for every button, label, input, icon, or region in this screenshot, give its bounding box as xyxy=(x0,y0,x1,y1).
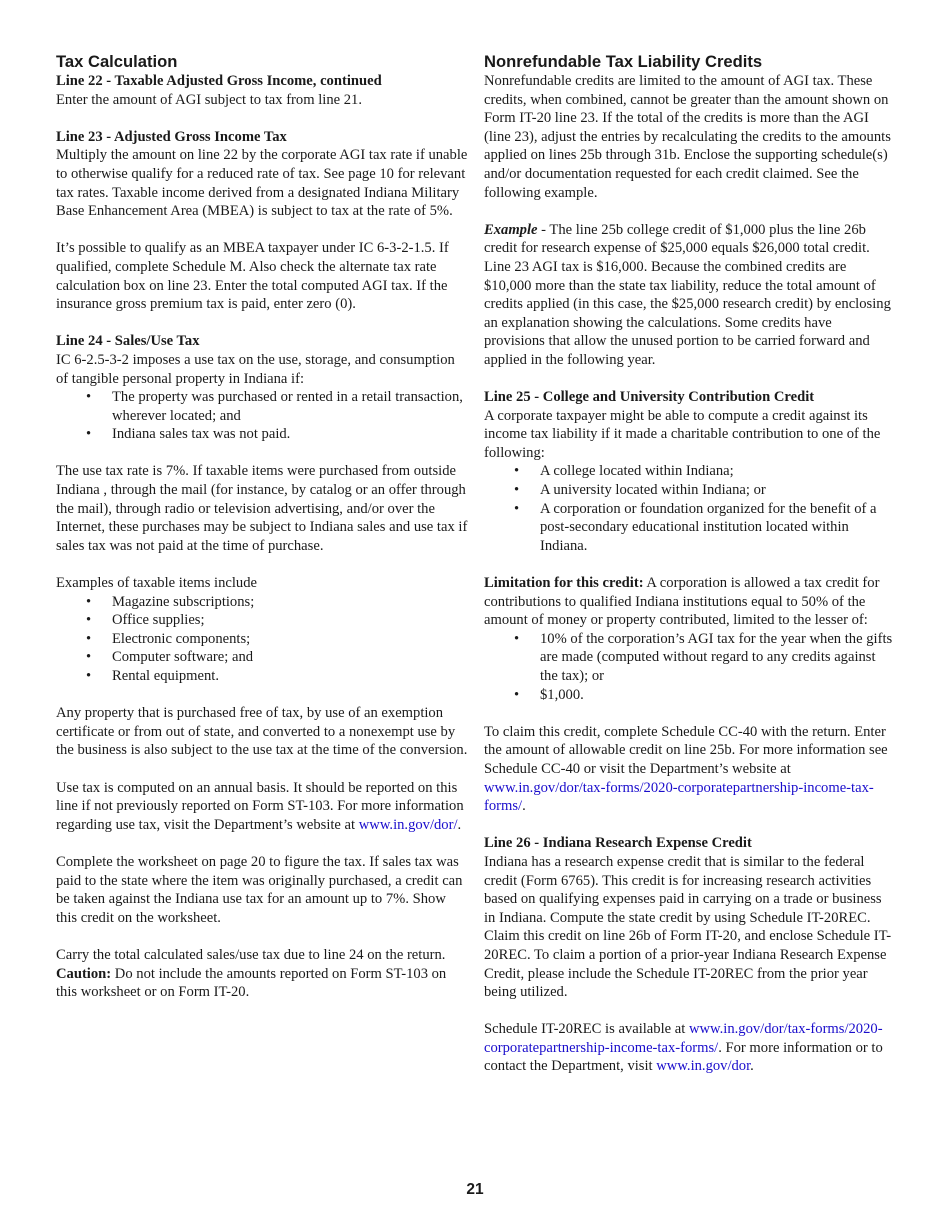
line23-title: Line 23 - Adjusted Gross Income Tax xyxy=(56,128,287,145)
page-number: 21 xyxy=(466,1181,484,1198)
list-item: • A corporation or foundation organized for the benefit of a post-secondary educational institution located within Indiana. xyxy=(514,500,877,554)
list-item: • Office supplies; xyxy=(86,612,205,629)
taxable-items-list xyxy=(56,593,468,686)
section-heading-tax-calculation: Tax Calculation xyxy=(56,52,178,71)
limitation-list xyxy=(484,630,896,704)
annual-basis-paragraph: Use tax is computed on an annual basis. It should be reported on this line if not previously reported on Form ST-103. For more information regarding use tax, visit the Department’s website at www.in.gov/dor/. xyxy=(56,779,464,833)
example-paragraph: Example - The line 25b college credit of $1,000 plus the line 26b credit for research expense of $25,000 equals $26,000 total credit. Line 23 AGI tax is $16,000. Because the combined credits are $10,000 more than the state tax liability, reduce the total amount of credits applied (in this case, the $25,000 research credit) by enclosing an explanation showing the calculations. Some credits have provisions that allow the unused portion to be carried forward and applied in the following year. xyxy=(484,221,891,368)
right-column xyxy=(484,52,896,1076)
list-item: • Computer software; and xyxy=(86,649,254,666)
worksheet-paragraph: Complete the worksheet on page 20 to figure the tax. If sales tax was paid to the state where the item was originally purchased, a credit can be taken against the Indiana use tax for an amount up to 7%. Show this credit on the worksheet. xyxy=(56,853,463,926)
list-item: • Rental equipment. xyxy=(86,668,219,684)
limitation-paragraph: Limitation for this credit: A corporation is allowed a tax credit for contributions to qualified Indiana institutions equal to 50% of the amount of money or property contributed, limited to the lesser of: xyxy=(484,575,880,629)
list-item: • 10% of the corporation’s AGI tax for the year when the gifts are made (computed without regard to any credits against the tax); or xyxy=(514,630,893,684)
dor-website-link[interactable]: www.in.gov/dor xyxy=(656,1058,751,1075)
line22-body: Enter the amount of AGI subject to tax from line 21. xyxy=(56,91,362,108)
list-item: • Magazine subscriptions; xyxy=(86,593,255,610)
use-tax-intro: IC 6-2.5-3-2 imposes a use tax on the use, storage, and consumption of tangible personal property in Indiana if: xyxy=(56,351,455,387)
credits-intro-paragraph: Nonrefundable credits are limited to the amount of AGI tax. These credits, when combined, cannot be greater than the amount shown on Form IT-20 line 23. If the total of the credits is more than the AGI (line 23), adjust the entries by recalculating the credits to the amounts applied on lines 25b through 31b. Enclose the supporting schedule(s) and/or documentation requested for each credit claimed. See the following example. xyxy=(484,73,891,201)
caution-label: Caution: xyxy=(56,965,112,982)
list-item: • A university located within Indiana; or xyxy=(514,482,766,499)
section-heading-nonrefundable-credits: Nonrefundable Tax Liability Credits xyxy=(484,52,763,71)
list-item: • $1,000. xyxy=(514,686,584,703)
list-item: • Electronic components; xyxy=(86,630,251,647)
exemption-paragraph: Any property that is purchased free of tax, by use of an exemption certificate or from out of state, and converted to a nonexempt use by the business is also subject to the use tax at the time of the conversion. xyxy=(56,705,468,759)
examples-intro: Examples of taxable items include xyxy=(56,575,258,592)
tax-forms-link[interactable]: www.in.gov/dor/tax-forms/2020-corporatepartnership-income-tax-forms/ xyxy=(484,1021,883,1056)
mbea-paragraph: It’s possible to qualify as an MBEA taxpayer under IC 6-3-2-1.5. If qualified, complete Schedule M. Also check the alternate tax rate calculation box on line 23. Enter the total computed AGI tax. If the insurance gross premium tax is paid, enter zero (0). xyxy=(56,240,449,313)
limitation-label: Limitation for this credit: xyxy=(484,575,644,592)
qualified-institutions-list xyxy=(484,462,896,555)
use-tax-rate-paragraph: The use tax rate is 7%. If taxable items were purchased from outside Indiana , through the mail (for instance, by catalog or an offer through the mail), through radio or television advertising, and/or over the Internet, these purchases may be subject to Indiana sales and use tax if sales tax was not paid at the time of purchase. xyxy=(56,463,468,554)
line25-intro: A corporate taxpayer might be able to compute a credit against its income tax liability if it made a charitable contribution to one of the following: xyxy=(484,407,881,461)
line24-title: Line 24 - Sales/Use Tax xyxy=(56,333,200,350)
list-item: • Indiana sales tax was not paid. xyxy=(86,426,291,443)
example-label: Example xyxy=(484,221,538,238)
claim-credit-paragraph: To claim this credit, complete Schedule CC-40 with the return. Enter the amount of allowable credit on line 25b. For more information see Schedule CC-40 or visit the Department’s website at www.in.gov/dor/tax-forms/2020-corporatepartnership-income-tax-forms/. xyxy=(484,723,888,815)
list-item: • The property was purchased or rented in a retail transaction, wherever located; and xyxy=(86,389,463,424)
schedule-availability-paragraph: Schedule IT-20REC is available at www.in.gov/dor/tax-forms/2020-corporatepartnership-income-tax-forms/. For more information or to contact the Department, visit www.in.gov/dor. xyxy=(484,1021,883,1075)
use-tax-conditions-list xyxy=(56,388,468,444)
line25-title: Line 25 - College and University Contribution Credit xyxy=(484,389,815,406)
carry-paragraph: Carry the total calculated sales/use tax due to line 24 on the return. Caution: Do not include the amounts reported on Form ST-103 on this worksheet or on Form IT-20. xyxy=(56,946,447,1001)
list-item: • A college located within Indiana; xyxy=(514,463,734,480)
tax-forms-link[interactable]: www.in.gov/dor/tax-forms/2020-corporatepartnership-income-tax-forms/ xyxy=(484,779,874,815)
line26-title: Line 26 - Indiana Research Expense Credit xyxy=(484,835,752,852)
line23-paragraph: Multiply the amount on line 22 by the corporate AGI tax rate if unable to otherwise qualify for a reduced rate of tax. See page 10 for relevant tax rates. Taxable income derived from a designated Indiana Military Base Enhancement Area (MBEA) is subject to tax at the rate of 5%. xyxy=(56,147,468,220)
line26-body: Indiana has a research expense credit that is similar to the federal credit (Form 6765). This credit is for increasing research activities based on qualifying expenses paid in carrying on a trade or business in Indiana. Compute the state credit by using Schedule IT-20REC. Claim this credit on line 26b of Form IT-20, and enclose Schedule IT-20REC. To claim a portion of a prior-year Indiana Research Expense Credit, please include the Schedule IT-20REC from the prior year being utilized. xyxy=(484,853,892,1001)
line22-title: Line 22 - Taxable Adjusted Gross Income, continued xyxy=(56,73,382,89)
left-column xyxy=(56,52,468,1002)
dor-website-link[interactable]: www.in.gov/dor/ xyxy=(358,816,458,833)
